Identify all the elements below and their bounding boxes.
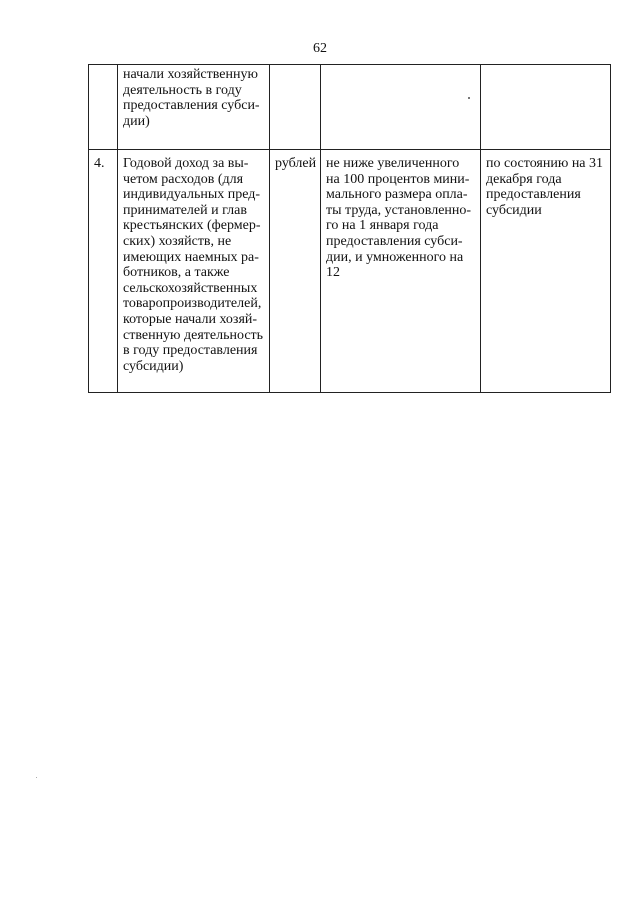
scan-speck xyxy=(468,97,470,99)
table-row xyxy=(89,65,611,150)
date-text: по состоянию на 31 декабря года предоставления субсидии xyxy=(486,156,604,218)
value-cell xyxy=(321,65,481,150)
indicator-cell xyxy=(118,65,270,150)
unit-cell xyxy=(270,65,321,150)
scan-speck xyxy=(36,777,37,778)
unit-text: рублей xyxy=(275,156,317,171)
indicator-text: Годовой доход за вы- четом расходов (для индивидуальных пред- принимателей и глав крестьянских (фермер- ских) хозяйств, не имеющих наемных ра- ботников, а также сельскохозяйственных товаропроизводителей, которые начали хозяй- ственную деятельность в году предоставления субсидии) xyxy=(123,156,264,374)
value-cell xyxy=(321,150,481,393)
value-text: не ниже увеличенного на 100 процентов мини- мального размера опла- ты труда, установленно- го на 1 января года предоставления субси- дии, и умноженного на 12 xyxy=(326,156,472,281)
indicator-text: начали хозяйственную деятельность в году предоставления субси- дии) xyxy=(123,67,260,129)
date-cell xyxy=(481,150,611,393)
row-number-cell xyxy=(89,65,118,150)
row-number: 4. xyxy=(94,156,105,171)
indicators-table xyxy=(88,64,611,393)
unit-cell xyxy=(270,150,321,393)
date-cell xyxy=(481,65,611,150)
row-number-cell xyxy=(89,150,118,393)
page-number: 62 xyxy=(313,41,327,56)
table-row xyxy=(89,150,611,393)
indicator-cell xyxy=(118,150,270,393)
